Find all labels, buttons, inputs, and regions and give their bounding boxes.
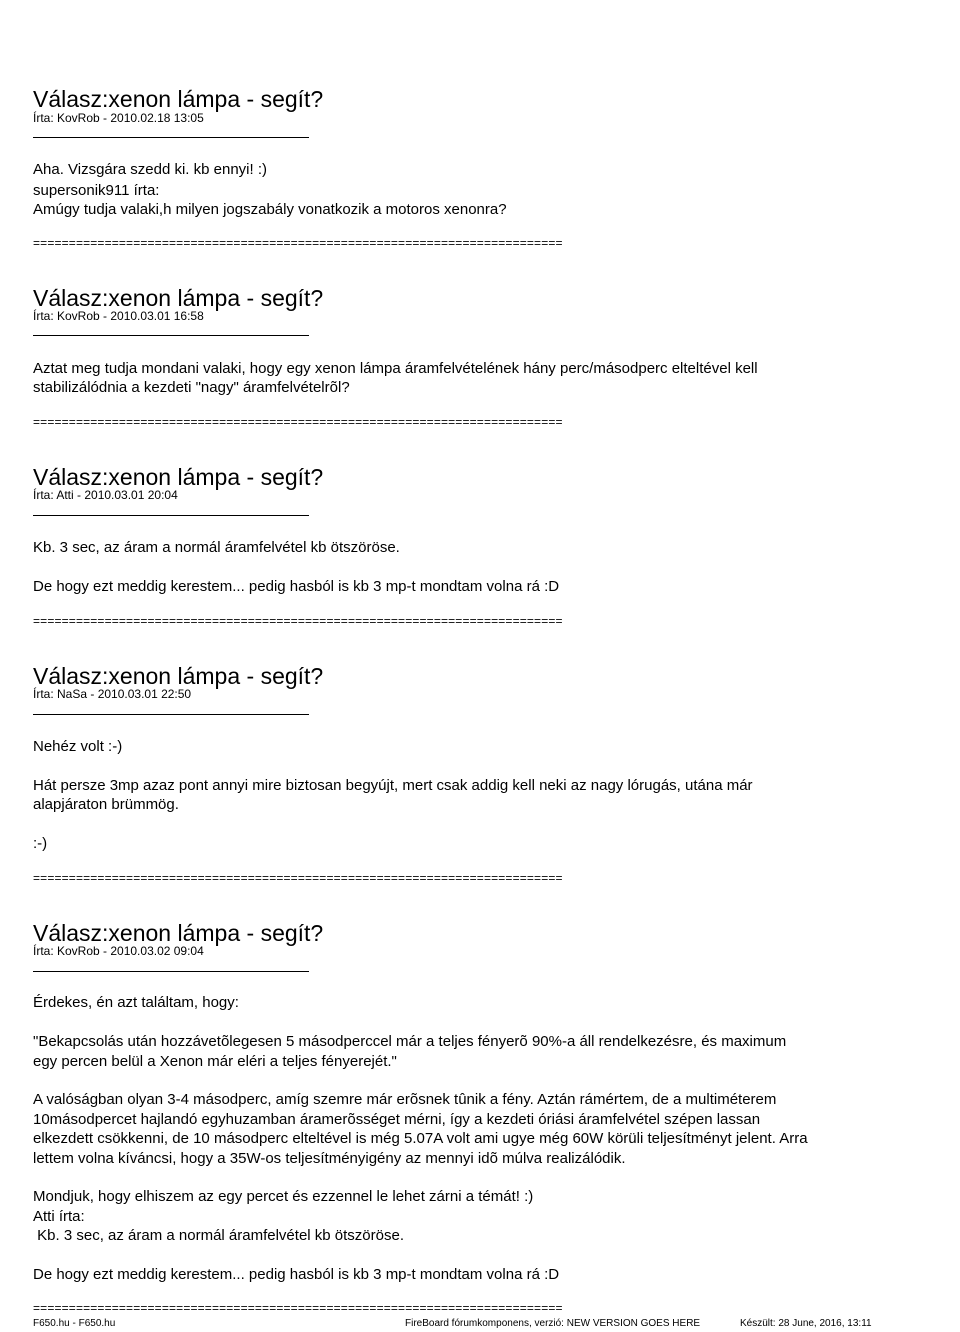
post-line: Nehéz volt :-) bbox=[33, 738, 123, 755]
post-separator: ========================================================================== bbox=[33, 871, 563, 885]
post-title: Válasz:xenon lámpa - segít? bbox=[33, 464, 324, 490]
post-line: Érdekes, én azt találtam, hogy: bbox=[33, 994, 239, 1011]
post-line: Amúgy tudja valaki,h milyen jogszabály vonatkozik a motoros xenonra? bbox=[33, 201, 507, 218]
post-line: elkezdett csökkenni, de 10 másodperc elteltével is még 5.07A volt ami ugye még 60W körüli teljesítményt jelent. Arra bbox=[33, 1130, 808, 1147]
post-line: supersonik911 írta: bbox=[33, 182, 160, 199]
post-line: De hogy ezt meddig kerestem... pedig hasból is kb 3 mp-t mondtam volna rá :D bbox=[33, 1266, 560, 1283]
post-meta: Írta: KovRob - 2010.02.18 13:05 bbox=[33, 111, 204, 125]
post-line: Aztat meg tudja mondani valaki, hogy egy xenon lámpa áramfelvételének hány perc/másodperc elteltével kell bbox=[33, 360, 758, 377]
post-rule bbox=[33, 335, 309, 336]
footer-timestamp: Készült: 28 June, 2016, 13:11 bbox=[740, 1318, 872, 1329]
post-line: Kb. 3 sec, az áram a normál áramfelvétel kb ötszöröse. bbox=[33, 539, 400, 556]
post-line: :-) bbox=[33, 835, 48, 852]
post-meta: Írta: KovRob - 2010.03.01 16:58 bbox=[33, 309, 204, 323]
post-title: Válasz:xenon lámpa - segít? bbox=[33, 920, 324, 946]
post-rule bbox=[33, 714, 309, 715]
post-title: Válasz:xenon lámpa - segít? bbox=[33, 86, 324, 112]
post-line: egy percen belül a Xenon már eléri a teljes fényerejét." bbox=[33, 1053, 397, 1070]
footer-credits: FireBoard fórumkomponens, verzió: NEW VERSION GOES HERE bbox=[405, 1318, 701, 1329]
post-line: Aha. Vizsgára szedd ki. kb ennyi! :) bbox=[33, 161, 268, 178]
post-line: lettem volna kíváncsi, hogy a 35W-os teljesítményigény az mennyi idõ múlva realizálódik. bbox=[33, 1150, 626, 1167]
post-meta: Írta: KovRob - 2010.03.02 09:04 bbox=[33, 944, 204, 958]
post-line: De hogy ezt meddig kerestem... pedig hasból is kb 3 mp-t mondtam volna rá :D bbox=[33, 578, 560, 595]
post-rule bbox=[33, 971, 309, 972]
post-line: alapjáraton brümmög. bbox=[33, 796, 179, 813]
post-line: Kb. 3 sec, az áram a normál áramfelvétel kb ötszöröse. bbox=[33, 1227, 404, 1244]
post-line: Hát persze 3mp azaz pont annyi mire biztosan begyújt, mert csak addig kell neki az nagy lórugás, utána már bbox=[33, 777, 753, 794]
footer-site: F650.hu - F650.hu bbox=[33, 1318, 116, 1329]
post-meta: Írta: NaSa - 2010.03.01 22:50 bbox=[33, 687, 192, 701]
post-separator: ========================================================================== bbox=[33, 415, 563, 429]
post-rule bbox=[33, 515, 309, 516]
post-title: Válasz:xenon lámpa - segít? bbox=[33, 663, 324, 689]
post-line: stabilizálódnia a kezdeti "nagy" áramfelvételrõl? bbox=[33, 379, 350, 396]
post-title: Válasz:xenon lámpa - segít? bbox=[33, 285, 324, 311]
post-meta: Írta: Atti - 2010.03.01 20:04 bbox=[33, 488, 178, 502]
post-line: Atti írta: bbox=[33, 1208, 85, 1225]
post-rule bbox=[33, 137, 309, 138]
post-separator: ========================================================================== bbox=[33, 1301, 563, 1315]
post-line: Mondjuk, hogy elhiszem az egy percet és ezzennel le lehet zárni a témát! :) bbox=[33, 1188, 534, 1205]
post-line: "Bekapcsolás után hozzávetõlegesen 5 másodperccel már a teljes fényerõ 90%-a áll rendelkezésre, és maximum bbox=[33, 1033, 787, 1050]
post-line: 10másodpercet hajlandó egyhuzamban áramerõsséget mérni, így a kezdeti óriási áramfelvétel szépen lassan bbox=[33, 1111, 761, 1128]
post-line: A valóságban olyan 3-4 másodperc, amíg szemre már erõsnek tûnik a fény. Aztán rámértem, de a multiméterem bbox=[33, 1091, 777, 1108]
post-separator: ========================================================================== bbox=[33, 236, 563, 250]
post-separator: ========================================================================== bbox=[33, 614, 563, 628]
